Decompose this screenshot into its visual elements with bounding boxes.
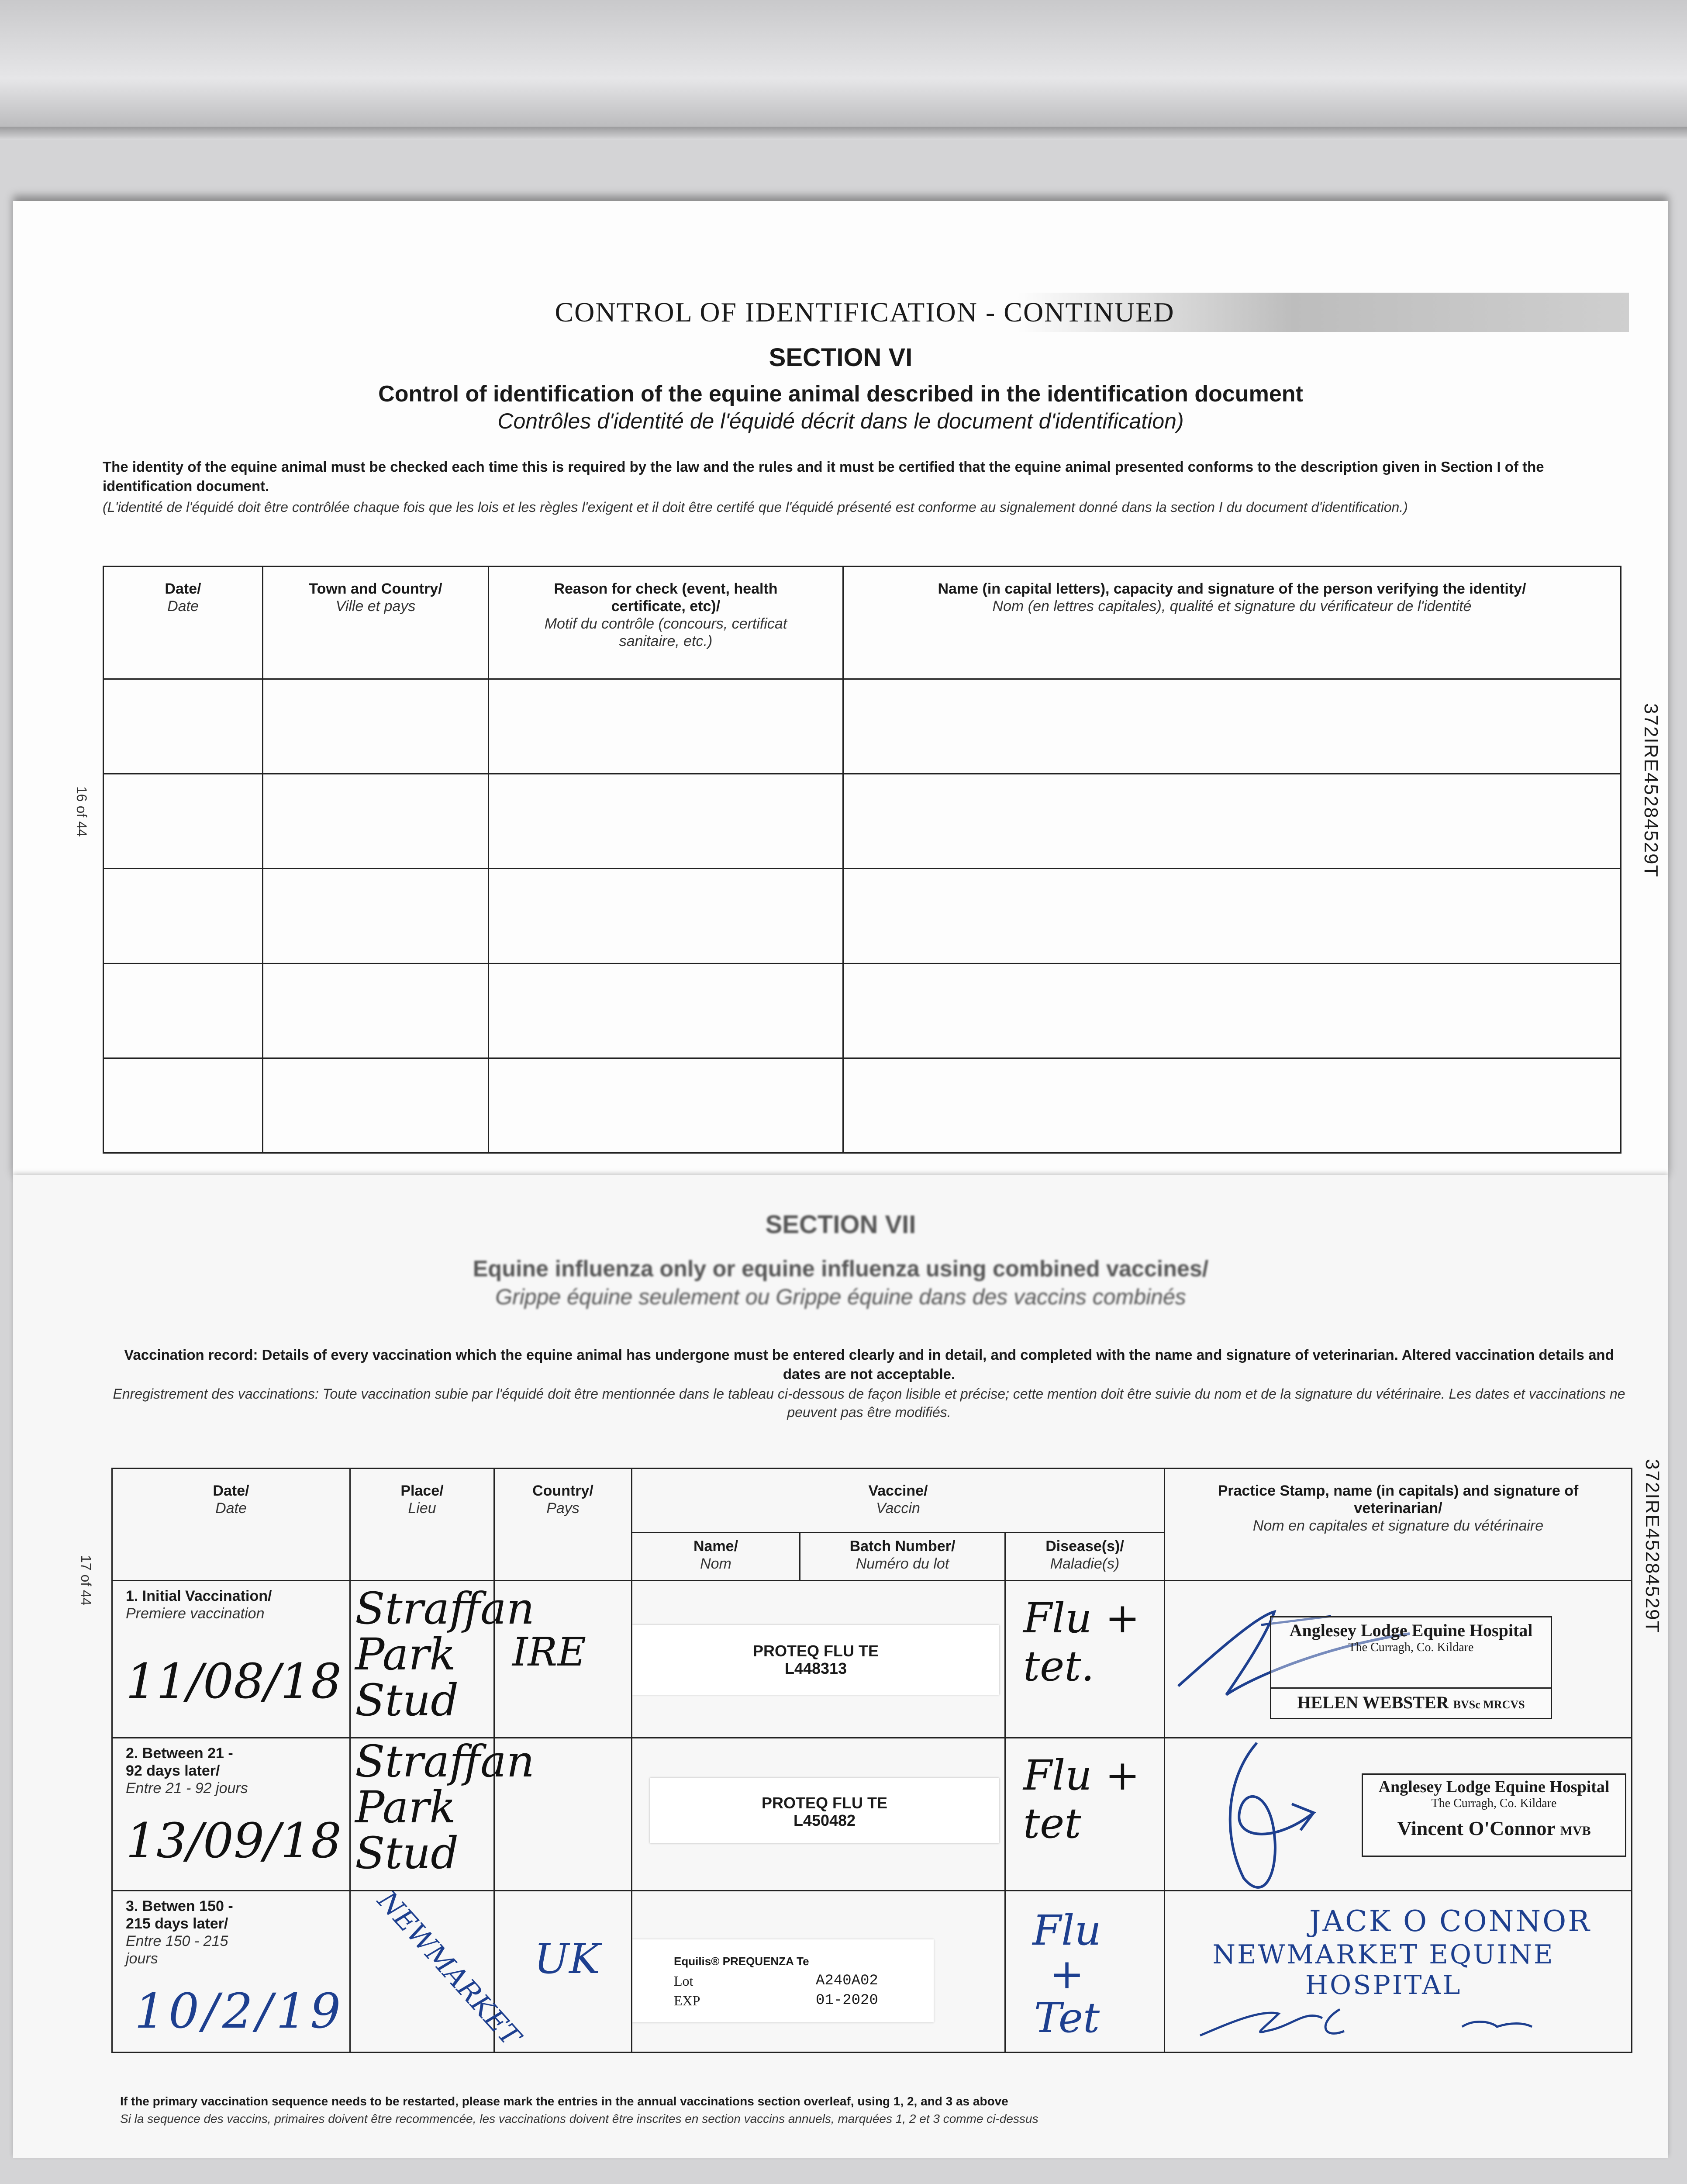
header-reason: Reason for check (event, health certificate, etc)/ Motif du contrôle (concours, certificat sanitaire, etc.) bbox=[489, 567, 843, 679]
row1-batch: L448313 bbox=[784, 1659, 847, 1677]
row2-disease-cell bbox=[1005, 1738, 1165, 1891]
scanner-background bbox=[0, 0, 1687, 131]
side-id-number: 372IRE45284529T bbox=[1642, 1459, 1663, 1634]
row3-disease-cell bbox=[1005, 1891, 1165, 2053]
row3-place: NEWMARKET bbox=[371, 1884, 527, 2053]
row1-stamp-cell bbox=[1165, 1581, 1632, 1738]
section-vi-intro: The identity of the equine animal must be checked each time this is required by the law and the rules and it must be certified that the equine animal presented conforms to the description given in Section I of the identification document. bbox=[103, 459, 1544, 494]
page-section-vii bbox=[13, 1175, 1668, 2158]
row2-vaccine-cell bbox=[632, 1738, 1005, 1891]
row1-disease: Flu + tet. bbox=[1023, 1594, 1140, 1690]
row3-date-cell: 3. Betwen 150 - 215 days later/ Entre 150 - 215 jours 10/2/19 bbox=[112, 1891, 350, 2053]
header-verifier: Name (in capital letters), capacity and signature of the person verifying the identity/ Nom (en lettres capitales), qualité et signature du vérificateur de l'identité bbox=[843, 567, 1621, 679]
row3-vet-practice: NEWMARKET EQUINE HOSPITAL bbox=[1212, 1939, 1555, 2001]
row1-date: 11/08/18 bbox=[126, 1653, 342, 1709]
page-number-17: 17 of 44 bbox=[78, 1555, 94, 1606]
section-vii-subtitle-fr: Grippe équine seulement ou Grippe équine dans des vaccins combinés bbox=[495, 1285, 1186, 1309]
control-title: CONTROL OF IDENTIFICATION - CONTINUED bbox=[100, 293, 1629, 332]
row3-country: UK bbox=[534, 1935, 600, 1983]
section-vii-heading: SECTION VII bbox=[765, 1210, 916, 1239]
row1-vaccine-sticker bbox=[632, 1625, 999, 1695]
row1-vaccine-name: PROTEQ FLU TE bbox=[753, 1642, 879, 1660]
row3-country-cell bbox=[494, 1891, 632, 2053]
row2-practice-stamp: Anglesey Lodge Equine Hospital The Curragh, Co. Kildare Vincent O'Connor MVB bbox=[1362, 1773, 1626, 1857]
vaccination-table bbox=[111, 1468, 1632, 2053]
side-id-number: 372IRE45284529T bbox=[1640, 703, 1662, 878]
header-country: Country/ Pays bbox=[494, 1469, 632, 1581]
header-vaccine-name: Name/ Nom bbox=[632, 1533, 800, 1581]
row3-exp-label: EXP bbox=[674, 1993, 700, 2008]
identity-check-table bbox=[103, 566, 1621, 1154]
row3-batch: A240A02 bbox=[816, 1973, 878, 1989]
header-date: Date/ Date bbox=[112, 1469, 350, 1581]
table-row bbox=[103, 869, 1621, 964]
header-stamp: Practice Stamp, name (in capitals) and signature of veterinarian/ Nom en capitales et signature du vétérinaire bbox=[1165, 1469, 1632, 1581]
row1-practice-stamp: Anglesey Lodge Equine Hospital The Curragh, Co. Kildare HELEN WEBSTER BVSc MRCVS bbox=[1270, 1616, 1552, 1719]
section-vii-intro: Vaccination record: Details of every vaccination which the equine animal has undergone must be entered clearly and in detail, and completed with the name and signature of veterinarian. Altered vaccination details and dates are not acceptable. bbox=[124, 1347, 1614, 1382]
plastic-sleeve-edge bbox=[0, 127, 1687, 140]
row3-signature bbox=[1191, 1996, 1541, 2049]
section-vi-heading: SECTION VI bbox=[769, 343, 913, 372]
row2-date: 13/09/18 bbox=[126, 1813, 342, 1869]
header-place: Place/ Lieu bbox=[350, 1469, 494, 1581]
page-number-16: 16 of 44 bbox=[74, 786, 90, 837]
header-batch: Batch Number/ Numéro du lot bbox=[800, 1533, 1005, 1581]
row3-vet-name: JACK O CONNOR bbox=[1309, 1904, 1591, 1938]
row1-vaccine-cell bbox=[632, 1581, 1005, 1738]
row1-country-cell bbox=[494, 1581, 632, 1738]
table-row bbox=[103, 1058, 1621, 1153]
row2-batch: L450482 bbox=[793, 1811, 856, 1829]
footnote-fr: Si la sequence des vaccins, primaires doivent être recommencée, les vaccinations doivent être inscrites en section vaccins annuels, marquées 1, 2 et 3 comme ci-dessus bbox=[120, 2112, 1038, 2125]
row3-lot-label: Lot bbox=[674, 1973, 693, 1989]
header-date: Date/ Date bbox=[103, 567, 263, 679]
section-vii-intro-fr: Enregistrement des vaccinations: Toute vaccination subie par l'équidé doit être mentionnée dans le tableau ci-dessous de façon lisible et précise; cette mention doit être suivie du nom et de la signature du vétérinaire. Les dates et vaccinations ne peuvent pas être modifiés. bbox=[113, 1386, 1625, 1420]
section-vii-subtitle: Equine influenza only or equine influenza using combined vaccines/ bbox=[473, 1256, 1209, 1282]
header-disease: Disease(s)/ Maladie(s) bbox=[1005, 1533, 1165, 1581]
section-vi-subtitle: Control of identification of the equine animal described in the identification document bbox=[378, 381, 1303, 407]
row2-place-cell bbox=[350, 1736, 535, 1891]
table-row bbox=[112, 1581, 1632, 1738]
row2-vaccine-sticker bbox=[650, 1778, 999, 1843]
row1-disease-cell bbox=[1005, 1581, 1165, 1738]
row3-place-cell bbox=[350, 1884, 527, 2053]
table-row bbox=[112, 1891, 1632, 2053]
row2-stamp-cell bbox=[1165, 1738, 1632, 1891]
row3-vaccine-sticker bbox=[632, 1939, 934, 2022]
row1-date-cell: 1. Initial Vaccination/ Premiere vaccination 11/08/18 bbox=[112, 1581, 350, 1738]
table-row bbox=[103, 679, 1621, 774]
section-vi-subtitle-fr: Contrôles d'identité de l'équidé décrit dans le document d'identification) bbox=[497, 409, 1184, 433]
row2-vaccine-name: PROTEQ FLU TE bbox=[762, 1794, 887, 1812]
row2-disease: Flu + tet bbox=[1023, 1752, 1140, 1848]
table-row bbox=[112, 1738, 1632, 1891]
row3-vaccine-cell bbox=[632, 1891, 1005, 2053]
row3-vaccine-name: Equilis® PREQUENZA Te bbox=[674, 1955, 809, 1968]
footnote: If the primary vaccination sequence needs to be restarted, please mark the entries in the annual vaccinations section overleaf, using 1, 2, and 3 as above bbox=[120, 2094, 1008, 2108]
row1-place: Straffan Park Stud bbox=[355, 1583, 535, 1726]
row1-country: IRE bbox=[512, 1629, 586, 1675]
table-header-row bbox=[103, 567, 1621, 679]
row3-date: 10/2/19 bbox=[135, 1983, 345, 2039]
row2-place: Straffan Park Stud bbox=[355, 1736, 535, 1879]
section-vi-intro-fr: (L'identité de l'équidé doit être contrôlée chaque fois que les lois et les règles l'exigent et il doit être certifé que l'équidé présenté est conforme au signalement donné dans la section I du document d'identification.) bbox=[103, 499, 1408, 515]
header-vaccine: Vaccine/ Vaccin bbox=[632, 1469, 1165, 1533]
row1-place-cell bbox=[350, 1581, 535, 1738]
row2-date-cell: 2. Between 21 - 92 days later/ Entre 21 - 92 jours 13/09/18 bbox=[112, 1738, 350, 1891]
row3-exp: 01-2020 bbox=[816, 1992, 878, 2009]
row3-disease: Flu + Tet bbox=[1032, 1907, 1101, 2042]
table-row bbox=[103, 964, 1621, 1058]
row2-signature bbox=[1191, 1738, 1340, 1896]
page-section-vi bbox=[13, 201, 1668, 1179]
header-town: Town and Country/ Ville et pays bbox=[263, 567, 489, 679]
table-row bbox=[103, 774, 1621, 869]
row3-stamp-cell bbox=[1165, 1891, 1632, 2053]
